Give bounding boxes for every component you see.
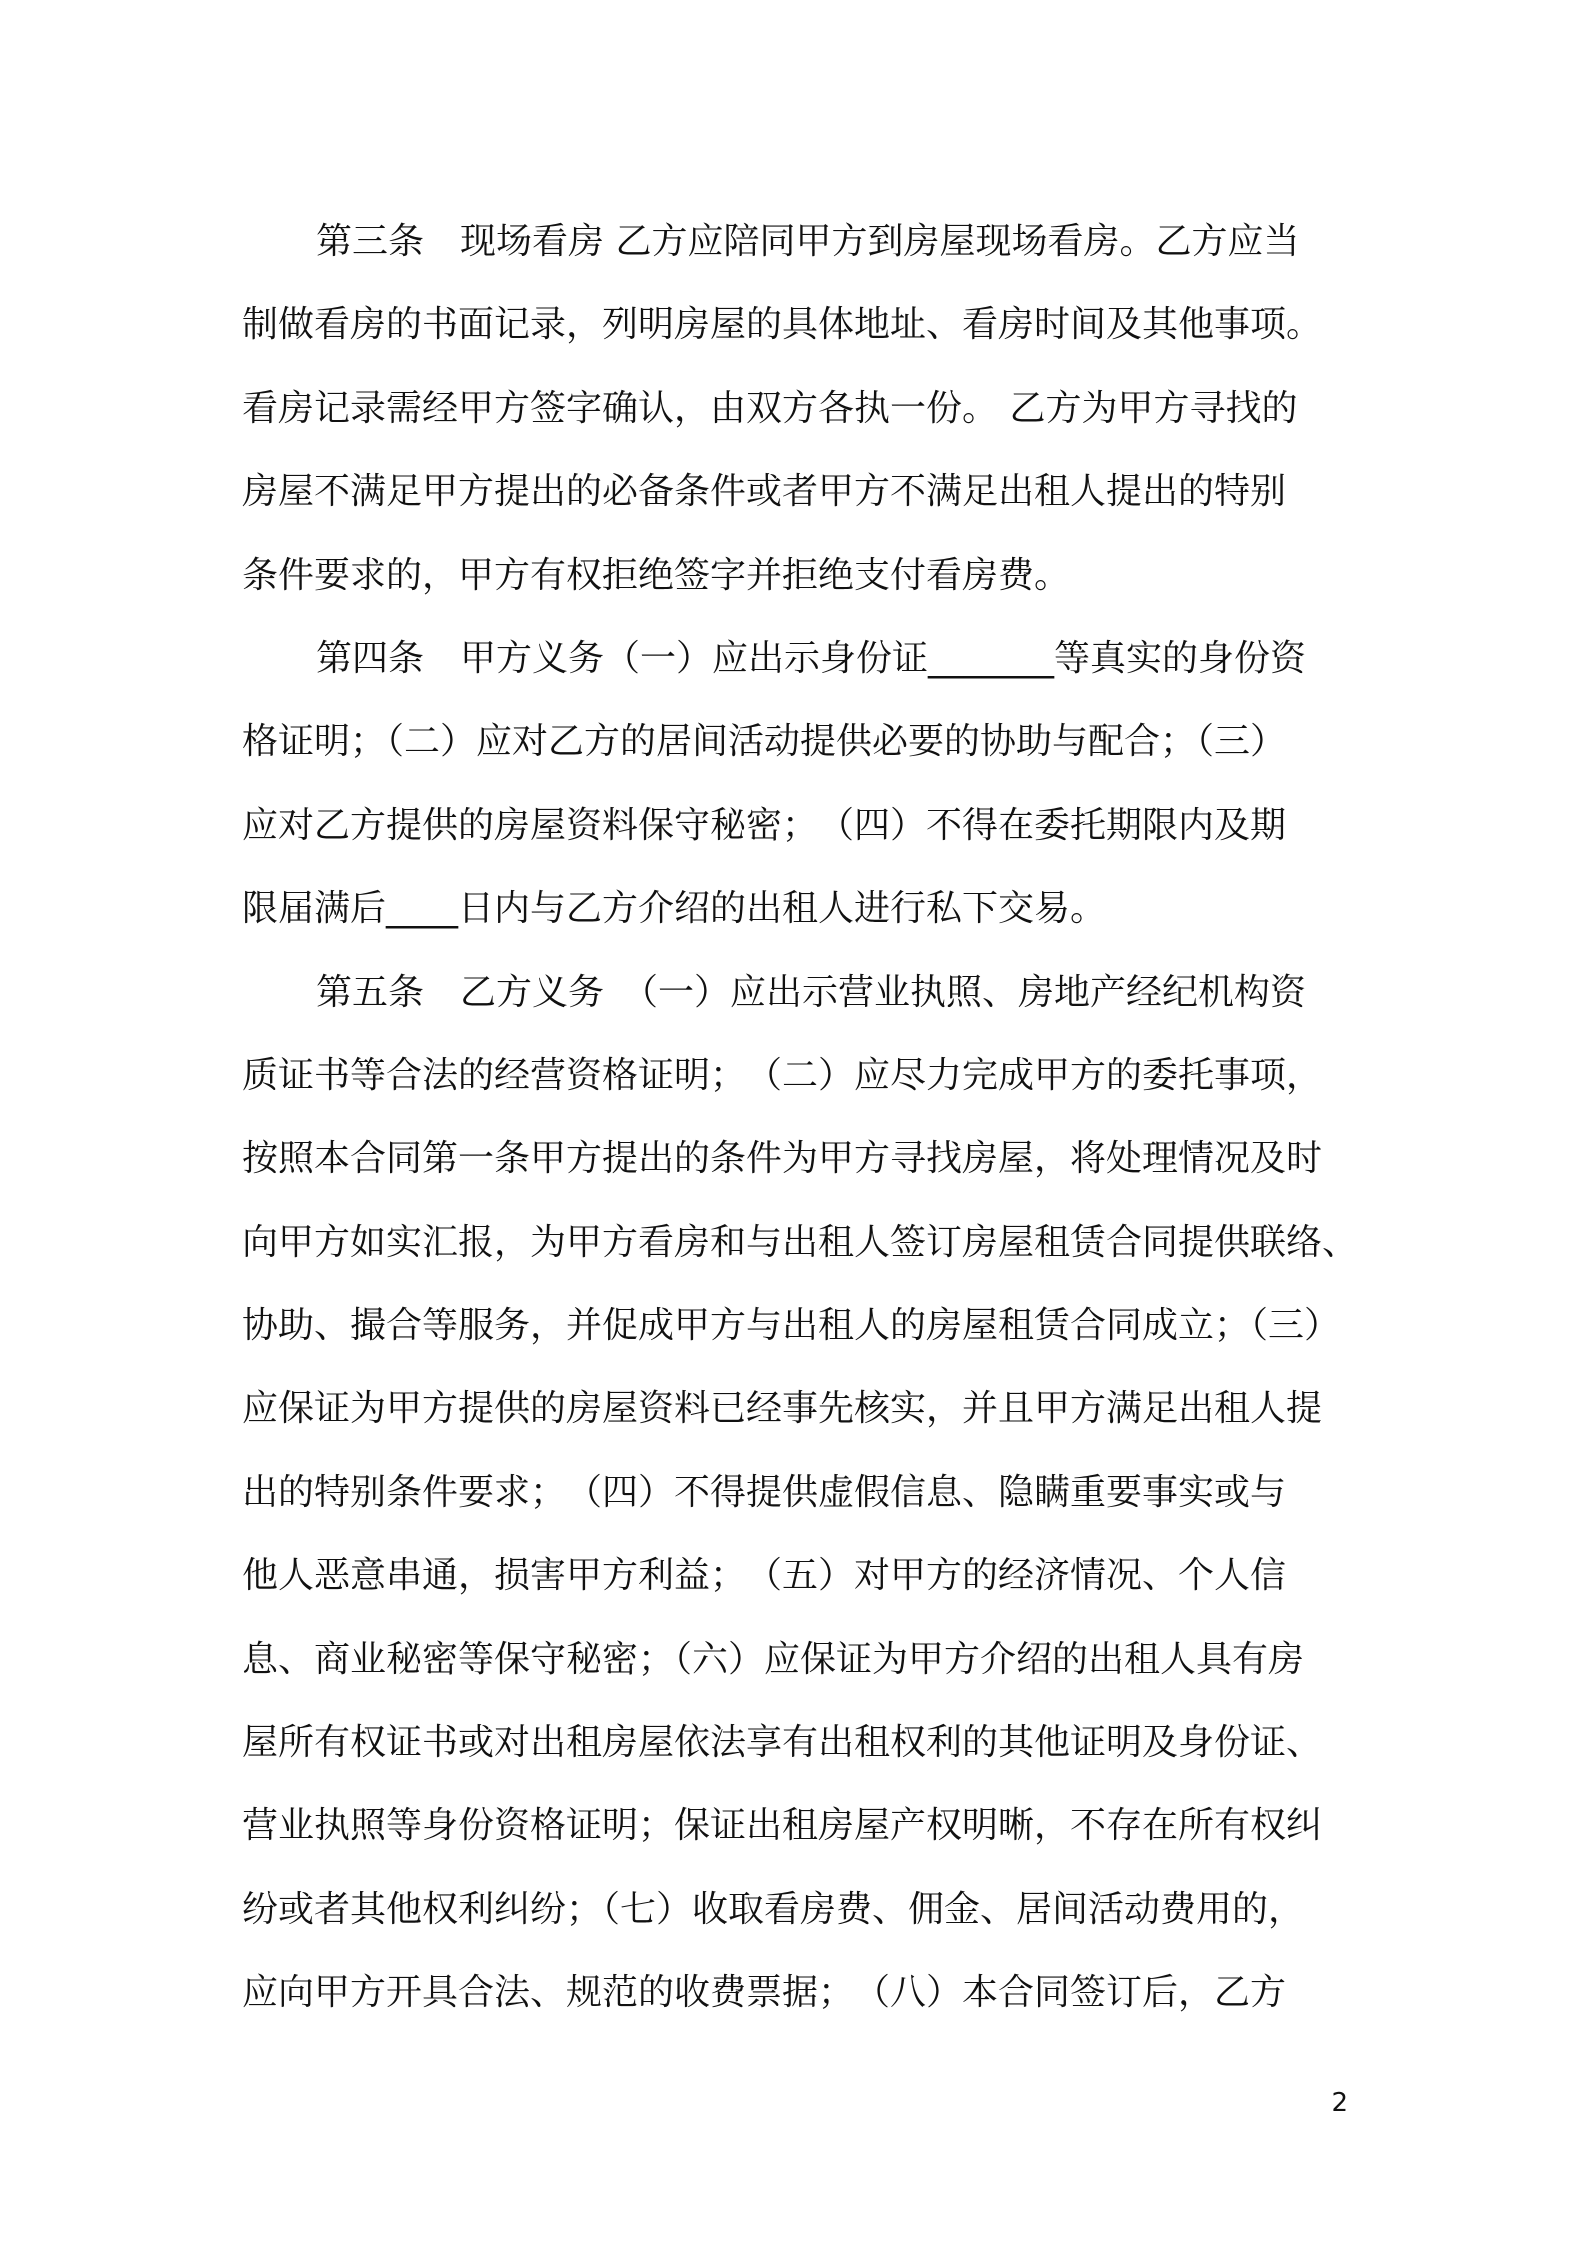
text-line: 向甲方如实汇报，为甲方看房和与出租人签订房屋租赁合同提供联络、 — [242, 1221, 1359, 1263]
text-line: 协助、撮合等服务，并促成甲方与出租人的房屋租赁合同成立；（三） — [242, 1305, 1341, 1347]
text-line: 出的特别条件要求； （四）不得提供虚假信息、隐瞒重要事实或与 — [242, 1471, 1287, 1513]
text-line: 第三条 现场看房 乙方应陪同甲方到房屋现场看房。乙方应当 — [316, 221, 1300, 262]
article-5-paragraph — [242, 951, 1362, 2035]
text-line: 第五条 乙方义务 （一）应出示营业执照、房地产经纪机构资 — [316, 971, 1307, 1013]
article-3-paragraph — [242, 200, 1362, 617]
text-line: 看房记录需经甲方签字确认，由双方各执一份。 乙方为甲方寻找的 — [242, 387, 1298, 429]
text-line: 纷或者其他权利纠纷；（七）收取看房费、佣金、居间活动费用的， — [242, 1888, 1305, 1930]
page-number: 2 — [1331, 2088, 1348, 2118]
text-line: 营业执照等身份资格证明；保证出租房屋产权明晰，不存在所有权纠 — [242, 1805, 1323, 1847]
text-line: 格证明；（二）应对乙方的居间活动提供必要的协助与配合；（三） — [242, 721, 1287, 763]
text-line: 条件要求的，甲方有权拒绝签字并拒绝支付看房费。 — [242, 554, 1071, 596]
document-body — [242, 200, 1362, 2035]
text-line: 房屋不满足甲方提出的必备条件或者甲方不满足出租人提出的特别 — [242, 471, 1287, 513]
text-line: 应向甲方开具合法、规范的收费票据； （八）本合同签订后，乙方 — [242, 1972, 1287, 2014]
text-line: 第四条 甲方义务（一）应出示身份证_______等真实的身份资 — [316, 637, 1307, 679]
article-4-paragraph — [242, 617, 1362, 951]
text-line: 应保证为甲方提供的房屋资料已经事先核实，并且甲方满足出租人提 — [242, 1388, 1323, 1430]
text-line: 限届满后____日内与乙方介绍的出租人进行私下交易。 — [242, 888, 1107, 930]
text-line: 按照本合同第一条甲方提出的条件为甲方寻找房屋，将处理情况及时 — [242, 1138, 1323, 1180]
text-line: 屋所有权证书或对出租房屋依法享有出租权利的其他证明及身份证、 — [242, 1722, 1323, 1764]
text-line: 他人恶意串通，损害甲方利益； （五）对甲方的经济情况、个人信 — [242, 1555, 1287, 1597]
text-line: 应对乙方提供的房屋资料保守秘密； （四）不得在委托期限内及期 — [242, 804, 1287, 846]
text-line: 制做看房的书面记录，列明房屋的具体地址、看房时间及其他事项。 — [242, 304, 1323, 346]
text-line: 息、商业秘密等保守秘密；（六）应保证为甲方介绍的出租人具有房 — [242, 1638, 1305, 1680]
text-line: 质证书等合法的经营资格证明； （二）应尽力完成甲方的委托事项， — [242, 1054, 1323, 1096]
